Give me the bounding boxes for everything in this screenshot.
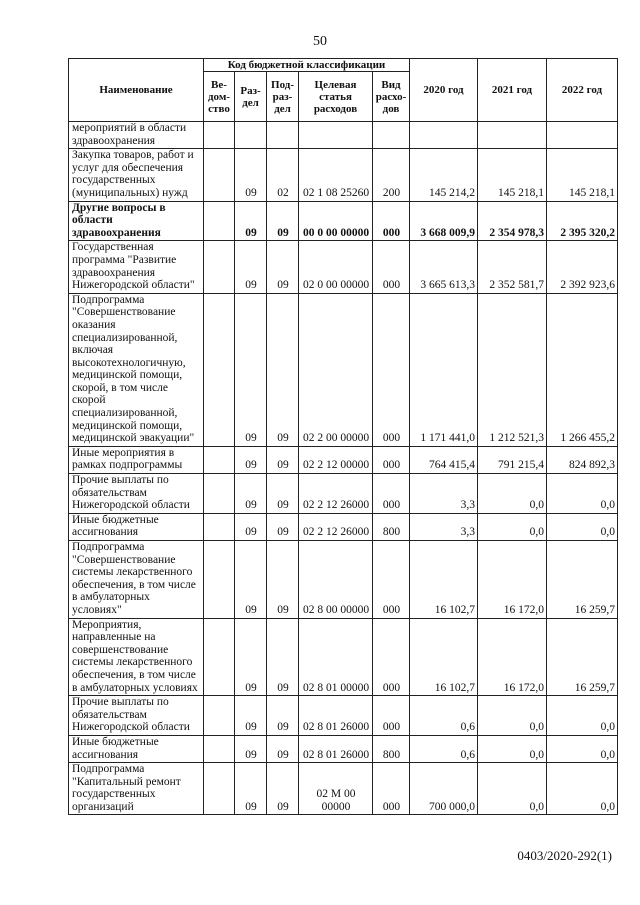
- row-expense-type: 000: [373, 541, 410, 619]
- row-expense-type: 000: [373, 618, 410, 696]
- row-value-2022: 16 259,7: [547, 618, 618, 696]
- table-row: [69, 513, 618, 540]
- row-expense-type: 800: [373, 735, 410, 762]
- row-value-2021: 0,0: [478, 763, 547, 815]
- row-name: Прочие выплаты по обязательствам Нижегородской области: [69, 696, 204, 736]
- row-podrazdel: 09: [267, 446, 299, 473]
- row-vedomstvo: [204, 122, 235, 149]
- table-row: [69, 149, 618, 201]
- row-name: Мероприятия, направленные на совершенствование системы лекарственного обеспечения, в том числе в амбулаторных условиях: [69, 618, 204, 696]
- row-vedomstvo: [204, 474, 235, 514]
- row-value-2022: 0,0: [547, 763, 618, 815]
- row-target-article: 02 8 01 26000: [299, 696, 373, 736]
- row-value-2022: 0,0: [547, 735, 618, 762]
- row-value-2021: 0,0: [478, 474, 547, 514]
- row-value-2022: 0,0: [547, 474, 618, 514]
- row-expense-type: 000: [373, 241, 410, 293]
- row-value-2022: 2 392 923,6: [547, 241, 618, 293]
- header-name: Наименование: [69, 59, 204, 122]
- row-target-article: 02 1 08 25260: [299, 149, 373, 201]
- row-value-2022: 0,0: [547, 696, 618, 736]
- row-vedomstvo: [204, 735, 235, 762]
- row-value-2022: 16 259,7: [547, 541, 618, 619]
- row-value-2021: [478, 122, 547, 149]
- row-name: Подпрограмма "Совершенствование системы лекарственного обеспечения, в том числе в амбулаторных условиях": [69, 541, 204, 619]
- table-row: [69, 735, 618, 762]
- row-vedomstvo: [204, 696, 235, 736]
- row-value-2020: 0,6: [410, 696, 478, 736]
- row-podrazdel: 02: [267, 149, 299, 201]
- table-row: [69, 241, 618, 293]
- row-podrazdel: [267, 122, 299, 149]
- row-name: Другие вопросы в области здравоохранения: [69, 201, 204, 241]
- row-value-2021: 0,0: [478, 513, 547, 540]
- row-value-2022: 145 218,1: [547, 149, 618, 201]
- row-target-article: [299, 122, 373, 149]
- table-row: [69, 541, 618, 619]
- row-target-article: 02 М 00 00000: [299, 763, 373, 815]
- row-value-2021: 1 212 521,3: [478, 293, 547, 446]
- row-value-2020: 3,3: [410, 513, 478, 540]
- header-expense-type: Вид расхо- дов: [373, 72, 410, 122]
- row-name: Государственная программа "Развитие здравоохранения Нижегородской области": [69, 241, 204, 293]
- header-year-2022: 2022 год: [547, 59, 618, 122]
- row-value-2020: [410, 122, 478, 149]
- row-razdel: 09: [235, 763, 267, 815]
- row-value-2021: 0,0: [478, 735, 547, 762]
- row-podrazdel: 09: [267, 201, 299, 241]
- row-target-article: 02 8 01 26000: [299, 735, 373, 762]
- row-target-article: 02 2 12 26000: [299, 474, 373, 514]
- row-razdel: 09: [235, 513, 267, 540]
- row-value-2021: 145 218,1: [478, 149, 547, 201]
- row-podrazdel: 09: [267, 735, 299, 762]
- row-vedomstvo: [204, 763, 235, 815]
- table-row: [69, 696, 618, 736]
- row-podrazdel: 09: [267, 763, 299, 815]
- row-razdel: 09: [235, 446, 267, 473]
- row-target-article: 00 0 00 00000: [299, 201, 373, 241]
- row-podrazdel: 09: [267, 618, 299, 696]
- row-razdel: 09: [235, 735, 267, 762]
- table-row: [69, 122, 618, 149]
- row-value-2020: 16 102,7: [410, 618, 478, 696]
- table-row: [69, 763, 618, 815]
- row-vedomstvo: [204, 241, 235, 293]
- document-code: 0403/2020-292(1): [517, 848, 612, 863]
- row-value-2020: 16 102,7: [410, 541, 478, 619]
- budget-table: [68, 58, 618, 815]
- row-expense-type: 200: [373, 149, 410, 201]
- row-name: Иные мероприятия в рамках подпрограммы: [69, 446, 204, 473]
- row-name: Иные бюджетные ассигнования: [69, 735, 204, 762]
- row-target-article: 02 2 12 26000: [299, 513, 373, 540]
- row-razdel: 09: [235, 618, 267, 696]
- row-target-article: 02 2 00 00000: [299, 293, 373, 446]
- row-podrazdel: 09: [267, 241, 299, 293]
- row-podrazdel: 09: [267, 696, 299, 736]
- row-vedomstvo: [204, 446, 235, 473]
- row-razdel: 09: [235, 201, 267, 241]
- row-value-2020: 700 000,0: [410, 763, 478, 815]
- header-year-2020: 2020 год: [410, 59, 478, 122]
- row-vedomstvo: [204, 618, 235, 696]
- header-podrazdel: Под- раз- дел: [267, 72, 299, 122]
- row-expense-type: 000: [373, 446, 410, 473]
- row-expense-type: [373, 122, 410, 149]
- row-razdel: 09: [235, 241, 267, 293]
- table-row: [69, 446, 618, 473]
- row-razdel: 09: [235, 149, 267, 201]
- table-body: [69, 122, 618, 815]
- row-value-2020: 3,3: [410, 474, 478, 514]
- row-expense-type: 000: [373, 474, 410, 514]
- row-podrazdel: 09: [267, 293, 299, 446]
- row-expense-type: 000: [373, 763, 410, 815]
- row-vedomstvo: [204, 201, 235, 241]
- row-target-article: 02 8 01 00000: [299, 618, 373, 696]
- row-value-2021: 0,0: [478, 696, 547, 736]
- row-value-2020: 145 214,2: [410, 149, 478, 201]
- row-name: мероприятий в области здравоохранения: [69, 122, 204, 149]
- row-expense-type: 000: [373, 293, 410, 446]
- row-target-article: 02 8 00 00000: [299, 541, 373, 619]
- row-podrazdel: 09: [267, 541, 299, 619]
- row-name: Закупка товаров, работ и услуг для обеспечения государственных (муниципальных) нужд: [69, 149, 204, 201]
- row-value-2021: 2 352 581,7: [478, 241, 547, 293]
- row-razdel: 09: [235, 474, 267, 514]
- row-vedomstvo: [204, 293, 235, 446]
- table-row: [69, 201, 618, 241]
- row-value-2021: 2 354 978,3: [478, 201, 547, 241]
- header-vedomstvo: Ве- дом- ство: [204, 72, 235, 122]
- row-expense-type: 000: [373, 696, 410, 736]
- row-expense-type: 800: [373, 513, 410, 540]
- row-value-2021: 791 215,4: [478, 446, 547, 473]
- row-vedomstvo: [204, 149, 235, 201]
- table-row: [69, 618, 618, 696]
- row-razdel: 09: [235, 696, 267, 736]
- row-value-2022: [547, 122, 618, 149]
- row-value-2022: 0,0: [547, 513, 618, 540]
- row-value-2022: 824 892,3: [547, 446, 618, 473]
- row-target-article: 02 0 00 00000: [299, 241, 373, 293]
- row-target-article: 02 2 12 00000: [299, 446, 373, 473]
- page-number: 50: [313, 34, 327, 49]
- table-row: [69, 474, 618, 514]
- header-year-2021: 2021 год: [478, 59, 547, 122]
- row-razdel: [235, 122, 267, 149]
- row-name: Прочие выплаты по обязательствам Нижегородской области: [69, 474, 204, 514]
- row-name: Подпрограмма "Совершенствование оказания специализированной, включая высокотехнологичную, медицинской помощи, скорой, в том числе скорой специализированной, медицинской помощи, медицинской эвакуации": [69, 293, 204, 446]
- row-value-2020: 1 171 441,0: [410, 293, 478, 446]
- header-target-article: Целевая статья расходов: [299, 72, 373, 122]
- row-podrazdel: 09: [267, 474, 299, 514]
- row-value-2022: 1 266 455,2: [547, 293, 618, 446]
- header-classification-group: Код бюджетной классификации: [204, 59, 410, 72]
- header-razdel: Раз- дел: [235, 72, 267, 122]
- row-value-2020: 0,6: [410, 735, 478, 762]
- row-podrazdel: 09: [267, 513, 299, 540]
- row-razdel: 09: [235, 541, 267, 619]
- row-value-2020: 764 415,4: [410, 446, 478, 473]
- row-expense-type: 000: [373, 201, 410, 241]
- row-value-2021: 16 172,0: [478, 618, 547, 696]
- row-vedomstvo: [204, 541, 235, 619]
- row-value-2020: 3 665 613,3: [410, 241, 478, 293]
- row-name: Подпрограмма "Капитальный ремонт государственных организаций: [69, 763, 204, 815]
- row-vedomstvo: [204, 513, 235, 540]
- row-name: Иные бюджетные ассигнования: [69, 513, 204, 540]
- table-row: [69, 293, 618, 446]
- row-value-2021: 16 172,0: [478, 541, 547, 619]
- row-value-2020: 3 668 009,9: [410, 201, 478, 241]
- row-razdel: 09: [235, 293, 267, 446]
- row-value-2022: 2 395 320,2: [547, 201, 618, 241]
